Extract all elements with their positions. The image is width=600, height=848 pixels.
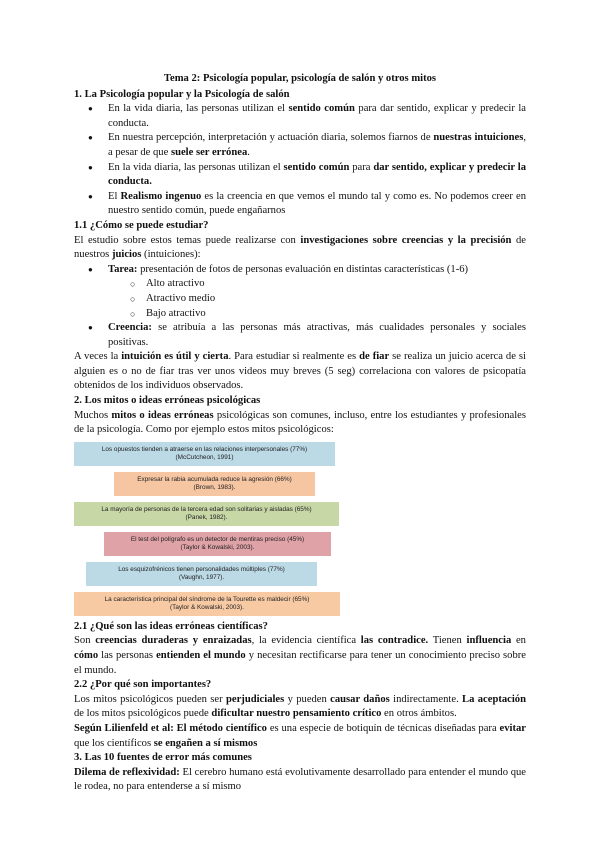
list-item: ● En la vida diaria, las personas utilizan el sentido común para dar sentido, explicar y predecir la conducta.	[74, 102, 526, 131]
paragraph: A veces la intuición es útil y cierta. Para estudiar si realmente es de fiar se realiza un juicio acerca de si alguien es o no de fiar tras ver unos videos muy breves (5 seg) correlaciona con valores de psicopatía obtenidos de los individuos observados.	[74, 351, 526, 392]
paragraph: Muchos mitos o ideas erróneas psicológicas son comunes, incluso, entre los estudiantes y profesionales de la psicología. Como por ejemplo estos mitos psicológicos:	[74, 409, 526, 436]
section-1-heading: 1. La Psicología popular y la Psicología de salón	[74, 88, 290, 100]
list-item-tarea: ● Tarea: presentación de fotos de personas evaluación en distintas características (1-6)	[74, 263, 526, 278]
myth-box: La característica principal del síndrome de la Tourette es maldecir (65%) (Taylor & Kowalski, 2003).	[74, 592, 340, 616]
section-3-heading: 3. Las 10 fuentes de error más comunes	[74, 752, 252, 764]
myth-box: La mayoría de personas de la tercera edad son solitarias y aisladas (65%) (Panek, 1982).	[74, 502, 339, 526]
list-item: ● En la vida diaria, las personas utilizan el sentido común para dar sentido, explicar y predecir la conducta.	[74, 161, 526, 190]
task-list	[74, 263, 526, 351]
section-2-1-heading: 2.1 ¿Qué son las ideas erróneas científicas?	[74, 620, 268, 632]
myths-figure	[74, 442, 526, 618]
section-1-list	[74, 102, 526, 219]
section-1-1-heading: 1.1 ¿Cómo se puede estudiar?	[74, 219, 209, 231]
myth-box: Los opuestos tienden a atraerse en las relaciones interpersonales (77%) (McCutcheon, 1991)	[74, 442, 335, 466]
sub-list-item: ○ Alto atractivo	[74, 277, 526, 292]
paragraph: El estudio sobre estos temas puede realizarse con investigaciones sobre creencias y la precisión de nuestros juicios (intuiciones):	[74, 234, 526, 261]
paragraph: Dilema de reflexividad: El cerebro humano está evolutivamente desarrollado para entender el mundo que le rodea, no para entenderse a sí mismo	[74, 766, 526, 793]
sub-list-item: ○ Bajo atractivo	[74, 307, 526, 322]
list-item-creencia: ● Creencia: se atribuía a las personas más atractivas, más cualidades personales y sociales positivas.	[74, 321, 526, 350]
list-item: ● El Realismo ingenuo es la creencia en que vemos el mundo tal y como es. No podemos creer en nuestro sentido común, puede engañarnos	[74, 190, 526, 219]
section-2-heading: 2. Los mitos o ideas erróneas psicológicas	[74, 395, 261, 407]
document-content	[74, 72, 526, 795]
paragraph: Son creencias duraderas y enraizadas, la evidencia científica las contradice. Tienen influencia en cómo las personas entienden el mundo y necesitan rectificarse para tener un conocimiento preciso sobre el mundo.	[74, 635, 526, 676]
paragraph: Según Lilienfeld et al: El método científico es una especie de botiquín de técnicas diseñadas para evitar que los científicos se engañen a sí mismos	[74, 723, 526, 749]
myth-box: Expresar la rabia acumulada reduce la agresión (66%) (Brown, 1983).	[114, 472, 315, 496]
page-title: Tema 2: Psicología popular, psicología de salón y otros mitos	[163, 73, 437, 84]
paragraph: Los mitos psicológicos pueden ser perjudiciales y pueden causar daños indirectamente. La aceptación de los mitos psicológicos puede dificultar nuestro pensamiento crítico en otros ámbitos.	[74, 693, 526, 720]
myth-box: Los esquizofrénicos tienen personalidades múltiples (77%) (Vaughn, 1977).	[86, 562, 317, 586]
myth-box: El test del polígrafo es un detector de mentiras preciso (45%) (Taylor & Kowalski, 2003).	[104, 532, 331, 556]
list-item: ● En nuestra percepción, interpretación y actuación diaria, solemos fiarnos de nuestras intuiciones, a pesar de que suele ser errónea.	[74, 131, 526, 160]
section-2-2-heading: 2.2 ¿Por qué son importantes?	[74, 679, 212, 691]
sub-list-item: ○ Atractivo medio	[74, 292, 526, 307]
